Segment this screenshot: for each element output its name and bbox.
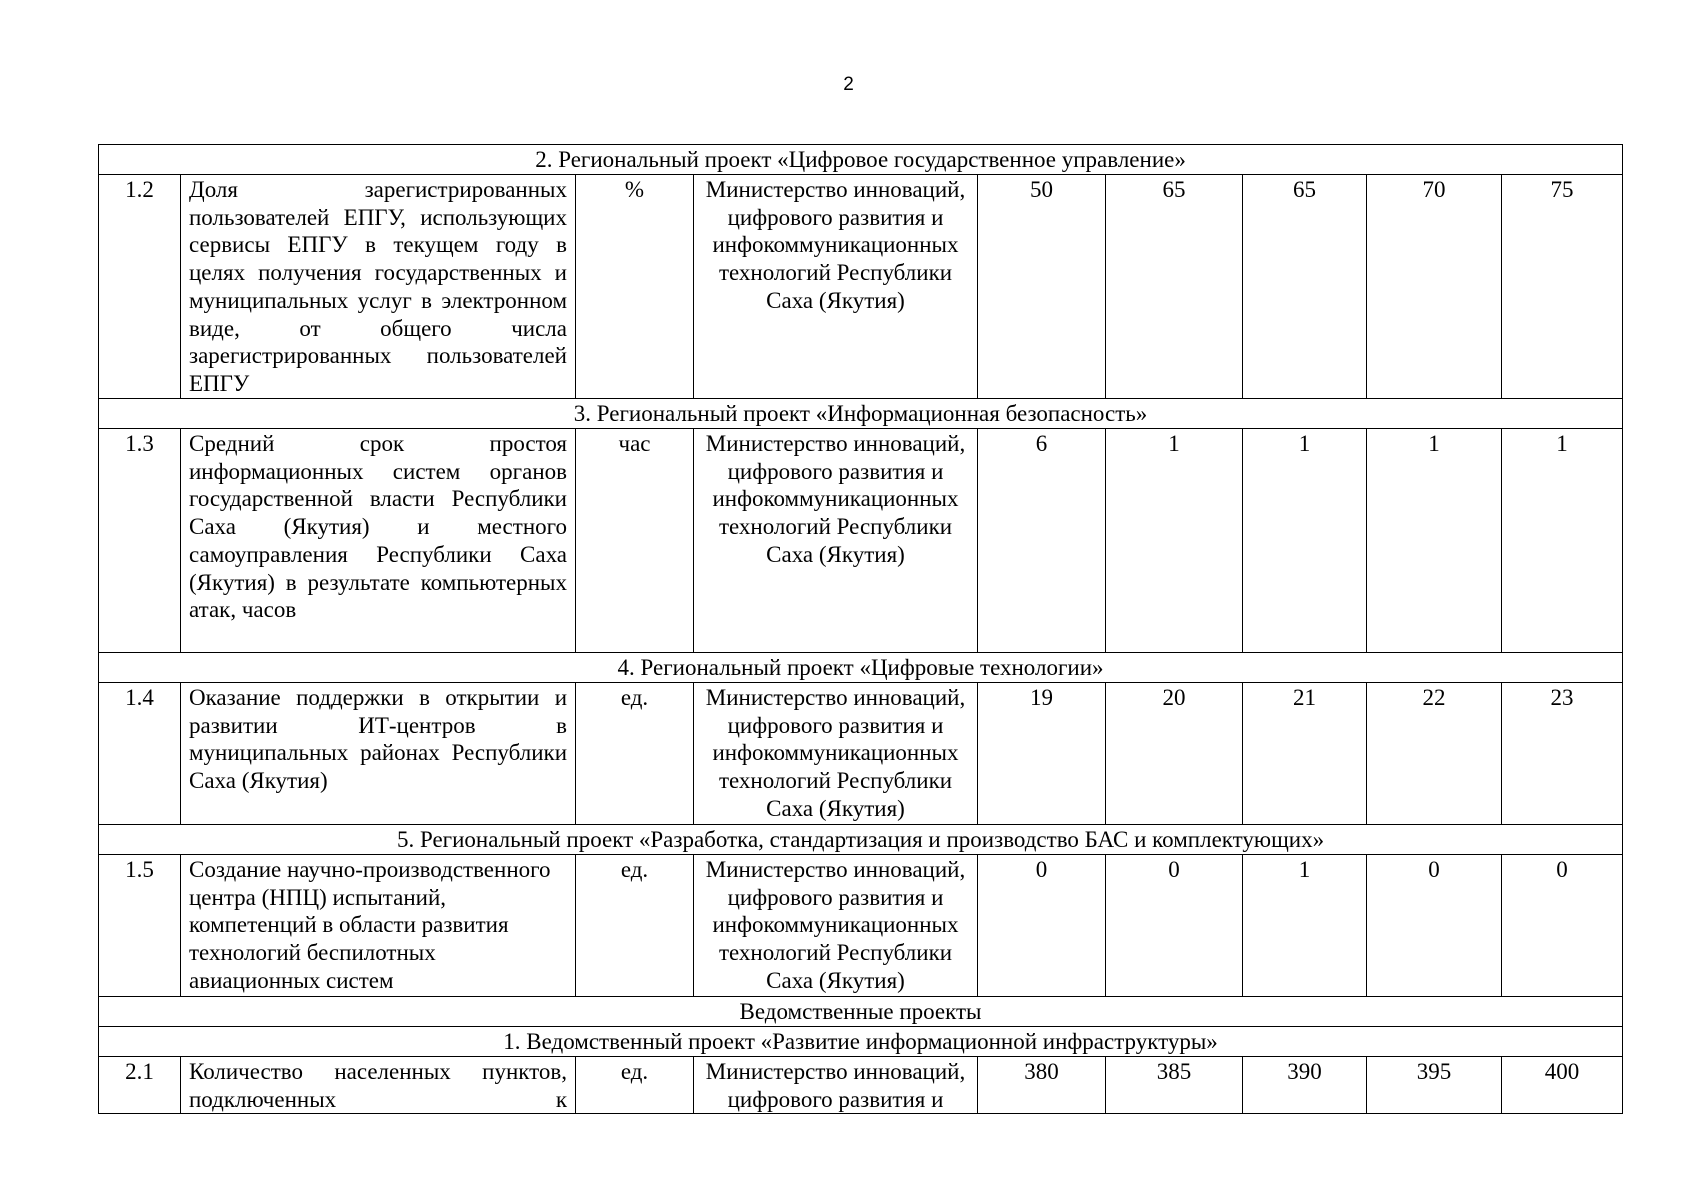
- group-header-row: [99, 997, 1623, 1027]
- row-number: 2.1: [99, 1057, 181, 1114]
- value-cell: 380: [978, 1057, 1106, 1114]
- section-row: [99, 145, 1623, 175]
- value-cell: 395: [1367, 1057, 1502, 1114]
- value-cell: 385: [1106, 1057, 1243, 1114]
- value-cell: 0: [1367, 855, 1502, 997]
- group-title: Ведомственные проекты: [99, 997, 1623, 1027]
- section-row: [99, 825, 1623, 855]
- value-cell: 0: [1106, 855, 1243, 997]
- value-cell: 1: [1106, 429, 1243, 653]
- responsible-cell: Министерство инноваций, цифрового развития и инфокоммуникационных технологий Республики Саха (Якутия): [694, 175, 978, 399]
- value-cell: 1: [1367, 429, 1502, 653]
- section-title: 1. Ведомственный проект «Развитие информационной инфраструктуры»: [99, 1027, 1623, 1057]
- table-row: [99, 683, 1623, 825]
- responsible-cell: Министерство инноваций, цифрового развития и инфокоммуникационных технологий Республики Саха (Якутия): [694, 855, 978, 997]
- value-cell: 20: [1106, 683, 1243, 825]
- unit-cell: ед.: [576, 1057, 694, 1114]
- row-number: 1.4: [99, 683, 181, 825]
- responsible-cell: Министерство инноваций, цифрового развития и инфокоммуникационных технологий Республики Саха (Якутия): [694, 683, 978, 825]
- value-cell: 70: [1367, 175, 1502, 399]
- unit-cell: ед.: [576, 855, 694, 997]
- table-row: [99, 1057, 1623, 1114]
- value-cell: 1: [1243, 429, 1367, 653]
- table-row: [99, 175, 1623, 399]
- value-cell: 1: [1502, 429, 1623, 653]
- section-row: [99, 653, 1623, 683]
- indicator-name: Доля зарегистрированных пользователей ЕПГУ, использующих сервисы ЕПГУ в текущем году в целях получения государственных и муниципальных услуг в электронном виде, от общего числа зарегистрированных пользователей ЕПГУ: [181, 175, 576, 399]
- table-row: [99, 429, 1623, 653]
- section-row: [99, 1027, 1623, 1057]
- row-number: 1.5: [99, 855, 181, 997]
- table-row: [99, 855, 1623, 997]
- row-number: 1.2: [99, 175, 181, 399]
- responsible-cell: Министерство инноваций, цифрового развития и: [694, 1057, 978, 1114]
- value-cell: 65: [1106, 175, 1243, 399]
- value-cell: 75: [1502, 175, 1623, 399]
- unit-cell: час: [576, 429, 694, 653]
- section-row: [99, 399, 1623, 429]
- value-cell: 23: [1502, 683, 1623, 825]
- section-title: 4. Региональный проект «Цифровые технологии»: [99, 653, 1623, 683]
- value-cell: 19: [978, 683, 1106, 825]
- section-title: 2. Региональный проект «Цифровое государственное управление»: [99, 145, 1623, 175]
- value-cell: 65: [1243, 175, 1367, 399]
- value-cell: 6: [978, 429, 1106, 653]
- value-cell: 1: [1243, 855, 1367, 997]
- section-title: 3. Региональный проект «Информационная безопасность»: [99, 399, 1623, 429]
- value-cell: 0: [1502, 855, 1623, 997]
- value-cell: 400: [1502, 1057, 1623, 1114]
- unit-cell: %: [576, 175, 694, 399]
- section-title: 5. Региональный проект «Разработка, стандартизация и производство БАС и комплектующих»: [99, 825, 1623, 855]
- value-cell: 50: [978, 175, 1106, 399]
- row-number: 1.3: [99, 429, 181, 653]
- unit-cell: ед.: [576, 683, 694, 825]
- responsible-cell: Министерство инноваций, цифрового развития и инфокоммуникационных технологий Республики Саха (Якутия): [694, 429, 978, 653]
- value-cell: 390: [1243, 1057, 1367, 1114]
- indicator-name: Оказание поддержки в открытии и развитии ИТ-центров в муниципальных районах Республики Саха (Якутия): [181, 683, 576, 825]
- indicator-name: Количество населенных пунктов, подключенных к: [181, 1057, 576, 1114]
- value-cell: 0: [978, 855, 1106, 997]
- indicators-table: [98, 144, 1623, 1114]
- page-number: 2: [843, 74, 854, 95]
- indicator-name: Создание научно-производственного центра (НПЦ) испытаний, компетенций в области развития технологий беспилотных авиационных систем: [181, 855, 576, 997]
- indicator-name: Средний срок простоя информационных систем органов государственной власти Республики Саха (Якутия) и местного самоуправления Республики Саха (Якутия) в результате компьютерных атак, часов: [181, 429, 576, 653]
- value-cell: 22: [1367, 683, 1502, 825]
- value-cell: 21: [1243, 683, 1367, 825]
